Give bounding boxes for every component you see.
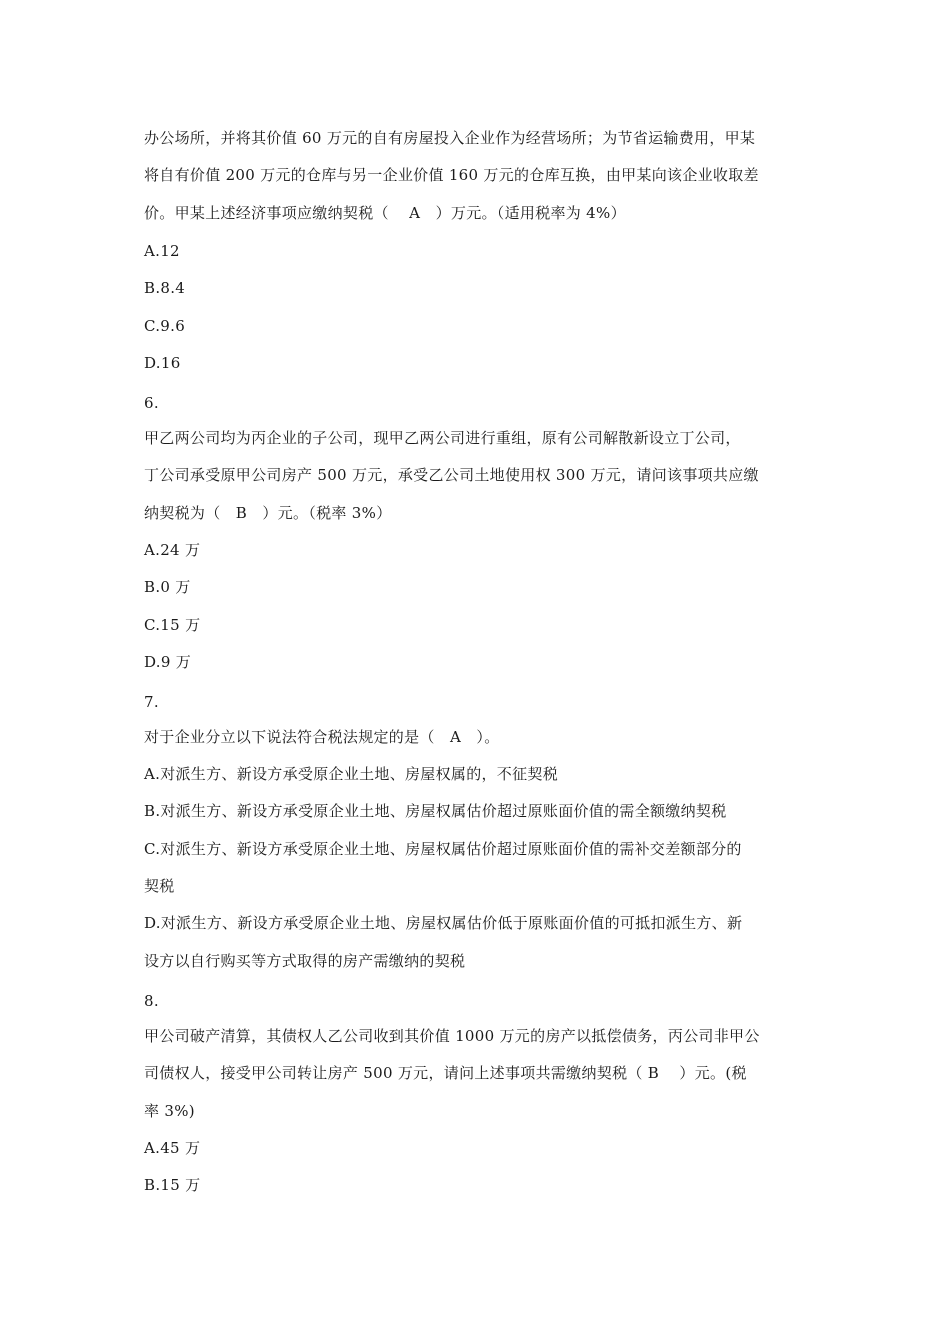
question-8-option-b: B.15 万 [144,1176,201,1194]
question-6-option-b: B.0 万 [144,578,191,596]
question-6-stem-line-3: 纳契税为（ B ）元。（税率 3%） [144,504,392,522]
question-8-number: 8. [144,992,159,1010]
question-5-option-a: A.12 [144,242,180,260]
question-7-option-a: A.对派生方、新设方承受原企业土地、房屋权属的，不征契税 [144,765,559,783]
question-5-stem-line-3: 价。甲某上述经济事项应缴纳契税（ A ）万元。（适用税率为 4%） [144,204,626,222]
question-5-option-c: C.9.6 [144,317,186,335]
question-8-option-a: A.45 万 [144,1139,201,1157]
question-6-option-a: A.24 万 [144,541,201,559]
question-7-number: 7. [144,693,159,711]
question-7-option-d-line-1: D.对派生方、新设方承受原企业土地、房屋权属估价低于原账面价值的可抵扣派生方、新 [144,914,743,932]
question-5-stem-line-1: 办公场所，并将其价值 60 万元的自有房屋投入企业作为经营场所；为节省运输费用，甲某 [144,129,756,147]
question-6-stem-line-1: 甲乙两公司均为丙企业的子公司，现甲乙两公司进行重组，原有公司解散新设立丁公司， [144,429,741,447]
question-8-stem-line-1: 甲公司破产清算，其债权人乙公司收到其价值 1000 万元的房产以抵偿债务，丙公司非甲公 [144,1027,760,1045]
question-7-option-d-line-2: 设方以自行购买等方式取得的房产需缴纳的契税 [144,952,466,970]
question-7-option-c-line-2: 契税 [144,877,175,895]
question-6-option-c: C.15 万 [144,616,201,634]
question-7-option-c-line-1: C.对派生方、新设方承受原企业土地、房屋权属估价超过原账面价值的需补交差额部分的 [144,840,742,858]
question-7-stem: 对于企业分立以下说法符合税法规定的是（ A ）。 [144,728,500,746]
question-8-stem-line-2: 司债权人，接受甲公司转让房产 500 万元，请问上述事项共需缴纳契税（ B ）元。(税 [144,1064,747,1082]
question-6-number: 6. [144,394,159,412]
question-5-stem-line-2: 将自有价值 200 万元的仓库与另一企业价值 160 万元的仓库互换，由甲某向该企业收取差 [144,166,759,184]
question-7-option-b: B.对派生方、新设方承受原企业土地、房屋权属估价超过原账面价值的需全额缴纳契税 [144,802,727,820]
question-5-option-b: B.8.4 [144,279,186,297]
question-8-stem-line-3: 率 3%) [144,1102,195,1120]
question-5-option-d: D.16 [144,354,181,372]
question-6-option-d: D.9 万 [144,653,192,671]
question-6-stem-line-2: 丁公司承受原甲公司房产 500 万元，承受乙公司土地使用权 300 万元，请问该事项共应缴 [144,466,759,484]
